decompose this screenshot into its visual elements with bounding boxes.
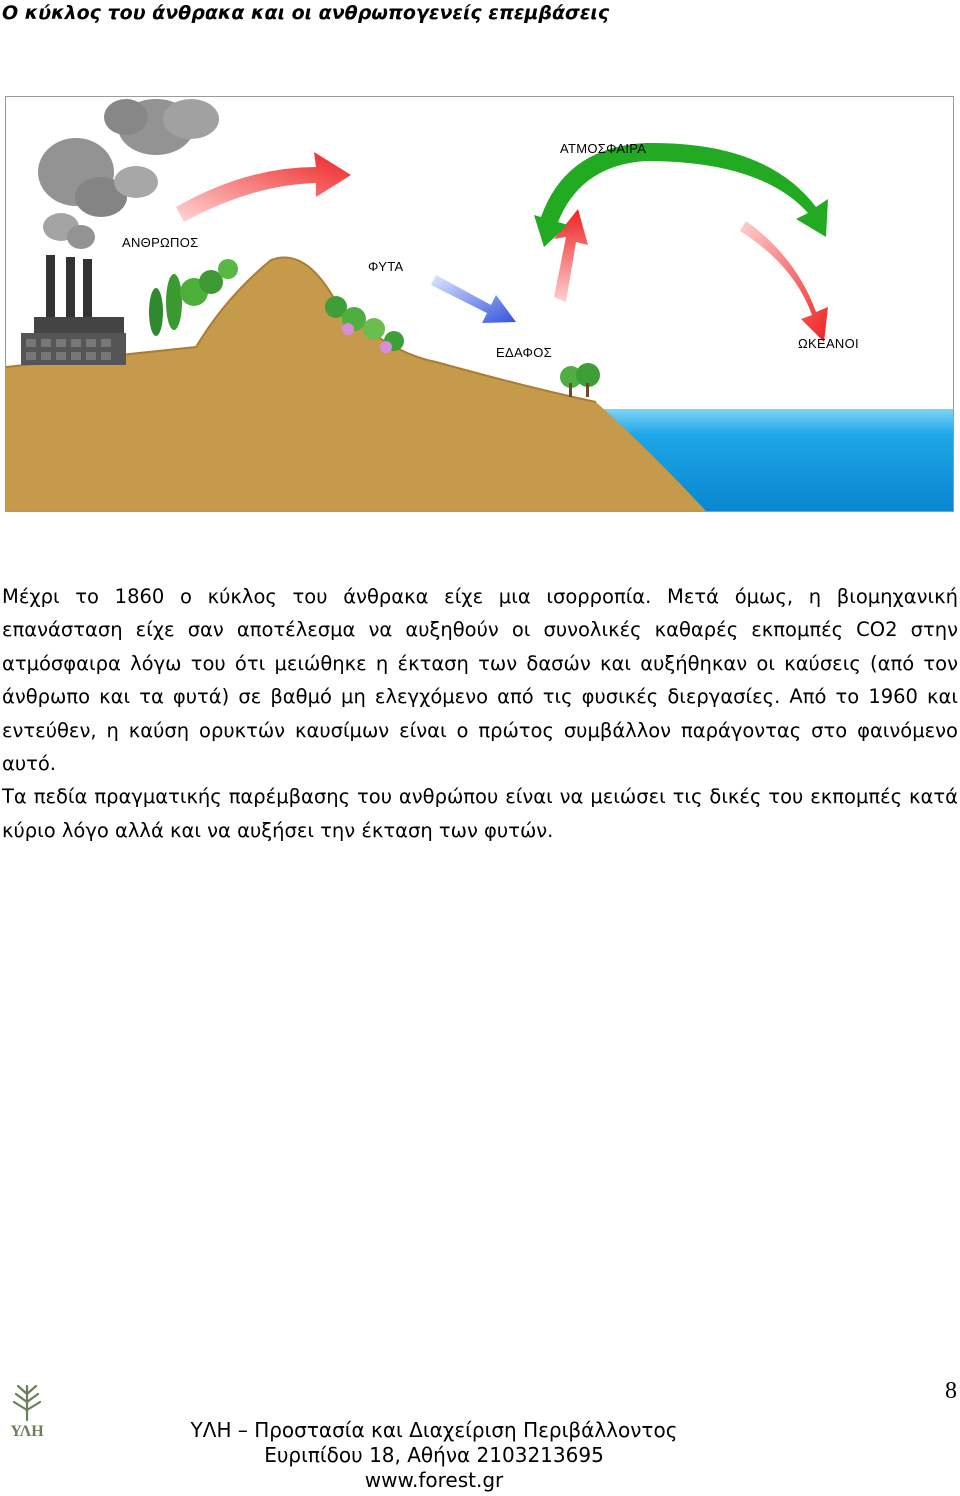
footer-line-2: Ευριπίδου 18, Αθήνα 2103213695 (264, 1443, 604, 1467)
label-human: ΑΝΘΡΩΠΟΣ (122, 235, 199, 250)
emission-arrow-oceans (740, 221, 828, 342)
factory-graphic (21, 255, 126, 365)
footer (100, 1418, 768, 1493)
label-oceans: ΩΚΕΑΝΟΙ (798, 336, 859, 351)
label-atmosphere: ΑΤΜΟΣΦΑΙΡΑ (560, 141, 647, 156)
label-soil: ΕΔΑΦΟΣ (496, 345, 552, 360)
paragraph-2: Τα πεδία πραγματικής παρέμβασης του ανθρώπου είναι να μειώσει τις δικές του εκπομπές κατά κύριο λόγο αλλά και να αυξήσει την έκταση των φυτών. (2, 785, 958, 842)
page-heading: Ο κύκλος του άνθρακα και οι ανθρωπογενείς επεμβάσεις (2, 2, 610, 24)
soil-arrow (431, 275, 516, 323)
carbon-cycle-illustration (6, 97, 953, 511)
emission-arrow-human (176, 152, 351, 222)
paragraph-1: Μέχρι το 1860 ο κύκλος του άνθρακα είχε μια ισορροπία. Μετά όμως, η βιομηχανική επανάσταση είχε σαν αποτέλεσμα να αυξηθούν οι συνολικές καθαρές εκπομπές CO2 στην ατμόσφαιρα λόγω του ότι μειώθηκε η έκταση των δασών και αυξήθηκαν οι καύσεις (από τον άνθρωπο και τα φυτά) σε βαθμό μη ελεγχόμενο από τις φυσικές διεργασίες. Από το 1960 και εντεύθεν, η καύση ορυκτών καυσίμων είναι ο πρώτος συμβάλλον παράγοντας στο φαινόμενο αυτό. (2, 585, 958, 776)
carbon-cycle-diagram (5, 96, 954, 512)
page-number: 8 (945, 1378, 957, 1404)
yli-logo-icon (2, 1380, 52, 1440)
smoke-clouds (38, 99, 219, 249)
yli-logo (2, 1380, 52, 1440)
body-text (2, 580, 958, 847)
label-plants: ΦΥΤΑ (368, 259, 404, 274)
ground-shape (6, 258, 706, 511)
footer-line-1: ΥΛΗ – Προστασία και Διαχείριση Περιβάλλοντος (190, 1418, 678, 1442)
footer-website-link[interactable]: www.forest.gr (364, 1468, 504, 1492)
svg-text:ΥΛΗ: ΥΛΗ (10, 1423, 44, 1440)
